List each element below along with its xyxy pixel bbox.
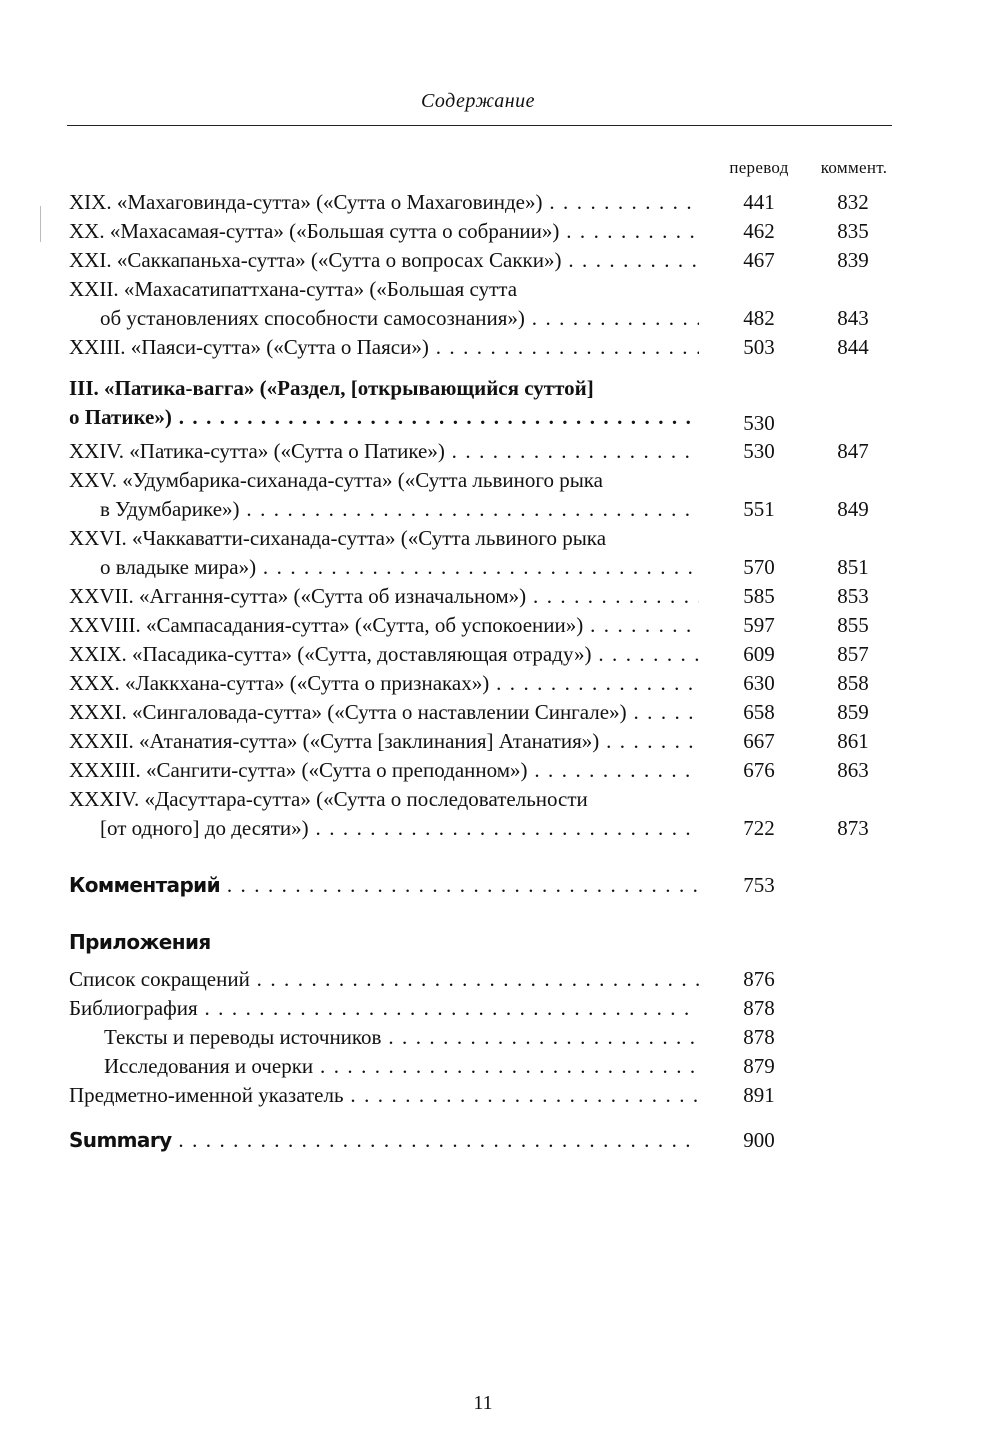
commentary-heading: Комментарий: [69, 873, 220, 897]
header-rule: [67, 125, 892, 126]
commentary-page: 857: [837, 642, 869, 666]
appendices-title: Приложения: [69, 930, 211, 954]
commentary-page: 839: [837, 248, 869, 272]
entry-title: XXVI. «Чаккаватти-сиханада-сутта» («Сутта львиного рыка: [69, 526, 607, 550]
toc-entry: [0, 495, 1000, 524]
toc-entry: [0, 553, 1000, 582]
toc-entry: [0, 698, 1000, 727]
translation-page: 609: [743, 642, 775, 666]
translation-page: 658: [743, 700, 775, 724]
entry-title: [69, 1126, 699, 1155]
commentary-page: 858: [837, 671, 869, 695]
toc-entry: [0, 188, 1000, 217]
entry-title: XX. «Махасамая-сутта» («Большая сутта о собрании») . . .: [69, 217, 699, 246]
commentary-page: 863: [837, 758, 869, 782]
commentary-page: 849: [837, 497, 869, 521]
translation-page: 441: [743, 190, 775, 214]
translation-page: 503: [743, 335, 775, 359]
toc-entry: [0, 1081, 1000, 1110]
toc-entry: [0, 871, 1000, 900]
commentary-page: 847: [837, 439, 869, 463]
translation-page: 900: [743, 1128, 775, 1152]
entry-title: Список сокращений . . .: [69, 965, 699, 994]
entry-title-continued: о владыке мира») . . .: [100, 553, 699, 582]
entry-title: XXIV. «Патика-сутта» («Сутта о Патике») . . .: [69, 437, 699, 466]
translation-page: 676: [743, 758, 775, 782]
toc-entry: [0, 965, 1000, 994]
toc-entry: [0, 640, 1000, 669]
translation-page: 462: [743, 219, 775, 243]
translation-page: 630: [743, 671, 775, 695]
summary-heading: Summary: [69, 1128, 172, 1152]
entry-title: XXVIII. «Сампасадания-сутта» («Сутта, об успокоении») . . .: [69, 611, 699, 640]
commentary-page: 859: [837, 700, 869, 724]
entry-title: Тексты и переводы источников . . .: [104, 1023, 699, 1052]
entry-title: XXXII. «Атанатия-сутта» («Сутта [заклинания] Атанатия») . . .: [69, 727, 699, 756]
entry-title: XXII. «Махасатипаттхана-сутта» («Большая сутта: [69, 277, 518, 301]
entry-title-continued: в Удумбарике») . . .: [100, 495, 699, 524]
toc-entry: [0, 727, 1000, 756]
toc-entry: [0, 333, 1000, 362]
commentary-page: 855: [837, 613, 869, 637]
toc-entry-first-line: [0, 785, 1000, 814]
commentary-page: 851: [837, 555, 869, 579]
toc-entry: [0, 669, 1000, 698]
commentary-page: 861: [837, 729, 869, 753]
entry-title: XXVII. «Аггання-сутта» («Сутта об изначальном») . . .: [69, 582, 699, 611]
entry-title: Исследования и очерки . . .: [104, 1052, 699, 1081]
translation-page: 585: [743, 584, 775, 608]
translation-page: 482: [743, 306, 775, 330]
section-heading: [0, 374, 1000, 403]
toc-entry: [0, 246, 1000, 275]
commentary-page: 843: [837, 306, 869, 330]
commentary-page: 873: [837, 816, 869, 840]
running-header: Содержание: [420, 90, 536, 112]
toc-entry: [0, 611, 1000, 640]
entry-title: XXXI. «Сингаловада-сутта» («Сутта о наставлении Сингале») . . .: [69, 698, 699, 727]
toc-entry: [0, 403, 1000, 435]
entry-title: XXX. «Лаккхана-сутта» («Сутта о признаках») . . .: [69, 669, 699, 698]
toc-entry: [0, 217, 1000, 246]
column-header-translation: перевод: [729, 158, 789, 177]
translation-page: 879: [743, 1054, 775, 1078]
translation-page: 467: [743, 248, 775, 272]
entry-title: XIX. «Махаговинда-сутта» («Сутта о Махаговинде») . . .: [69, 188, 699, 217]
toc-entry: [0, 994, 1000, 1023]
translation-page: 597: [743, 613, 775, 637]
commentary-page: 835: [837, 219, 869, 243]
entry-title: XXXIV. «Дасуттара-сутта» («Сутта о последовательности: [69, 787, 588, 811]
toc-entry: [0, 1126, 1000, 1155]
toc-entry: [0, 582, 1000, 611]
translation-page: 530: [743, 439, 775, 463]
entry-title: Предметно-именной указатель . . .: [69, 1081, 699, 1110]
translation-page: 551: [743, 497, 775, 521]
commentary-page: 853: [837, 584, 869, 608]
entry-title: XXIII. «Паяси-сутта» («Сутта о Паяси») . . .: [69, 333, 699, 362]
translation-page: 878: [743, 1025, 775, 1049]
entry-title: XXV. «Удумбарика-сиханада-сутта» («Сутта львиного рыка: [69, 468, 604, 492]
entry-title: [69, 871, 699, 900]
appendix-heading: [0, 928, 1000, 957]
translation-page: 878: [743, 996, 775, 1020]
translation-page: 753: [743, 873, 775, 897]
toc-entry: [0, 1052, 1000, 1081]
toc-entry-first-line: [0, 524, 1000, 553]
translation-page: 722: [743, 816, 775, 840]
toc-entry: [0, 814, 1000, 843]
toc-entry: [0, 304, 1000, 333]
translation-page: 570: [743, 555, 775, 579]
translation-page: 530: [743, 411, 775, 435]
toc-entry: [0, 1023, 1000, 1052]
translation-page: 667: [743, 729, 775, 753]
translation-page: 891: [743, 1083, 775, 1107]
toc-entry: [0, 756, 1000, 785]
section-title: III. «Патика-вагга» («Раздел, [открывающийся суттой]: [69, 376, 594, 400]
column-header-commentary: коммент.: [820, 158, 888, 177]
entry-title: XXIX. «Пасадика-сутта» («Сутта, доставляющая отраду») . . .: [69, 640, 699, 669]
page-number: 11: [473, 1392, 493, 1414]
translation-page: 876: [743, 967, 775, 991]
toc-entry-first-line: [0, 466, 1000, 495]
entry-title: Библиография . . .: [69, 994, 699, 1023]
entry-title: XXI. «Саккапаньха-сутта» («Сутта о вопросах Сакки») . . .: [69, 246, 699, 275]
entry-title-continued: [от одного] до десяти») . . .: [100, 814, 699, 843]
commentary-page: 832: [837, 190, 869, 214]
entry-title-continued: об установлениях способности самосознания») . . .: [100, 304, 699, 333]
entry-title: XXXIII. «Сангити-сутта» («Сутта о преподанном») . . .: [69, 756, 699, 785]
toc-entry-first-line: [0, 275, 1000, 304]
toc-entry: [0, 437, 1000, 466]
section-title-continued: о Патике») . . .: [69, 403, 699, 432]
commentary-page: 844: [837, 335, 869, 359]
